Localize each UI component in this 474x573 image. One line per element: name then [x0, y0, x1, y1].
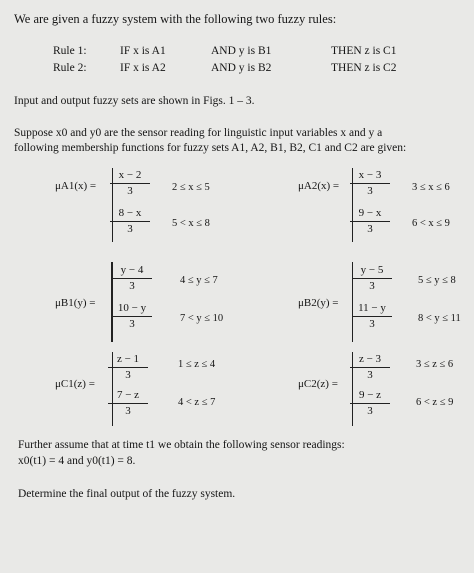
frac-c1-2: 7 − z 3 — [108, 390, 148, 417]
figs-text: Input and output fuzzy sets are shown in Figs. 1 – 3. — [14, 95, 255, 107]
cond-c1-1: 1 ≤ z ≤ 4 — [178, 359, 216, 370]
frac-a2-1: x − 3 3 — [350, 170, 390, 197]
mu-a1-label: μA1(x) = — [55, 180, 97, 192]
rule2-if: IF x is A2 — [120, 62, 166, 74]
cond-a2-1: 3 ≤ x ≤ 6 — [412, 182, 450, 193]
cond-c2-2: 6 < z ≤ 9 — [416, 397, 454, 408]
suppose-text-1: Suppose x0 and y0 are the sensor reading for linguistic input variables x and y a — [14, 127, 383, 139]
frac-a1-1: x − 2 3 — [110, 170, 150, 197]
rule1-then: THEN z is C1 — [331, 45, 397, 57]
intro-text: We are given a fuzzy system with the following two fuzzy rules: — [14, 12, 337, 26]
rule1-label: Rule 1: — [53, 45, 87, 57]
cond-c2-1: 3 ≤ z ≤ 6 — [416, 359, 454, 370]
mu-c2-label: μC2(z) = — [298, 378, 338, 390]
mu-a2-label: μA2(x) = — [298, 180, 340, 192]
cond-b1-1: 4 ≤ y ≤ 7 — [180, 275, 218, 286]
frac-b2-1: y − 5 3 — [352, 265, 392, 292]
cond-a1-2: 5 < x ≤ 8 — [172, 218, 210, 229]
rule1-and: AND y is B1 — [211, 45, 272, 57]
frac-c1-1: z − 1 3 — [108, 354, 148, 381]
mu-b1-label: μB1(y) = — [55, 297, 96, 309]
cond-a2-2: 6 < x ≤ 9 — [412, 218, 450, 229]
rule2-and: AND y is B2 — [211, 62, 272, 74]
mu-c1-label: μC1(z) = — [55, 378, 95, 390]
cond-b2-2: 8 < y ≤ 11 — [418, 313, 461, 324]
mu-b2-label: μB2(y) = — [298, 297, 339, 309]
cond-a1-1: 2 ≤ x ≤ 5 — [172, 182, 210, 193]
frac-c2-2: 9 − z 3 — [350, 390, 390, 417]
frac-b2-2: 11 − y 3 — [352, 303, 392, 330]
cond-b2-1: 5 ≤ y ≤ 8 — [418, 275, 456, 286]
frac-a1-2: 8 − x 3 — [110, 208, 150, 235]
cond-b1-2: 7 < y ≤ 10 — [180, 313, 224, 324]
frac-c2-1: z − 3 3 — [350, 354, 390, 381]
further-text-2: x0(t1) = 4 and y0(t1) = 8. — [18, 455, 136, 467]
determine-text: Determine the final output of the fuzzy system. — [18, 488, 236, 500]
frac-b1-1: y − 4 3 — [112, 265, 152, 292]
further-text-1: Further assume that at time t1 we obtain the following sensor readings: — [18, 439, 345, 451]
suppose-text-2: following membership functions for fuzzy sets A1, A2, B1, B2, C1 and C2 are given: — [14, 142, 407, 154]
rule1-if: IF x is A1 — [120, 45, 166, 57]
cond-c1-2: 4 < z ≤ 7 — [178, 397, 216, 408]
frac-a2-2: 9 − x 3 — [350, 208, 390, 235]
frac-b1-2: 10 − y 3 — [112, 303, 152, 330]
rule2-label: Rule 2: — [53, 62, 87, 74]
rule2-then: THEN z is C2 — [331, 62, 397, 74]
